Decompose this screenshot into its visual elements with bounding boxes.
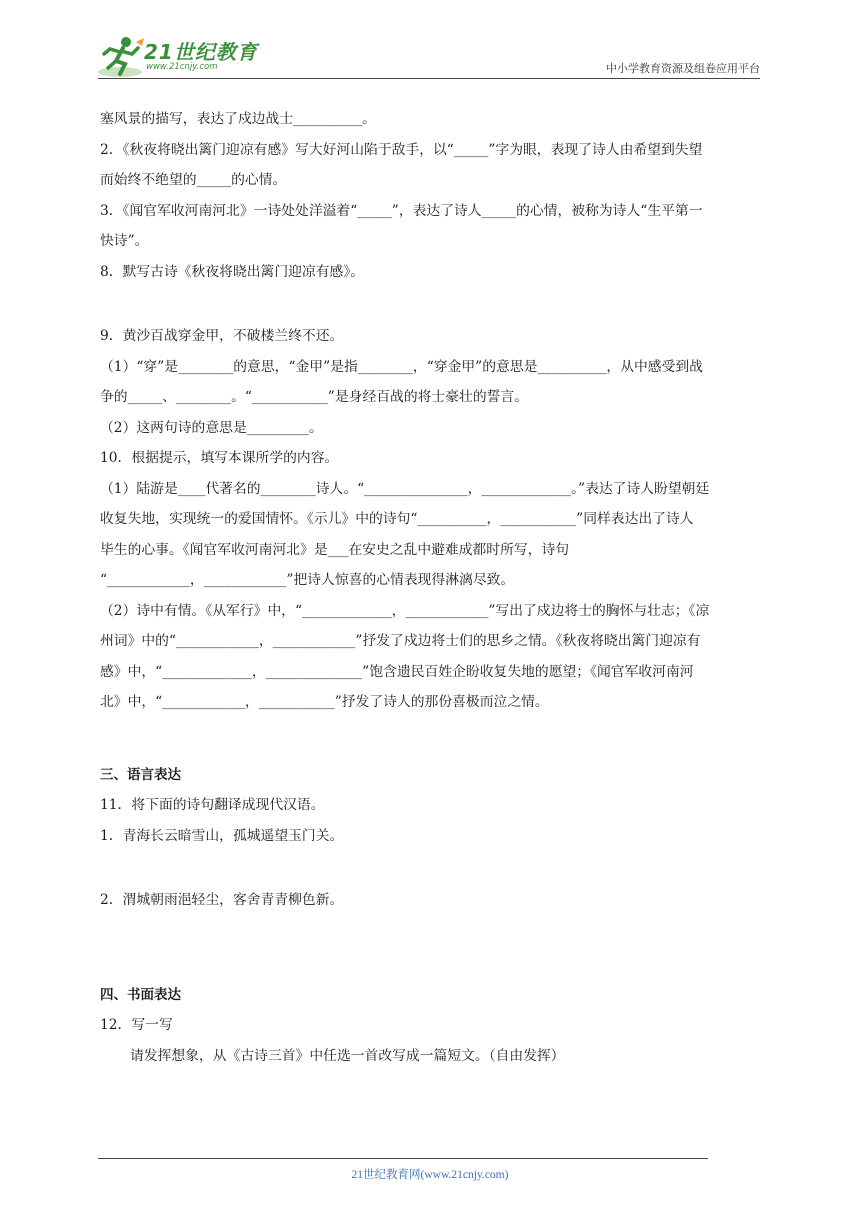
question-8: 8．默写古诗《秋夜将晓出篱门迎凉有感》。 xyxy=(100,263,365,280)
section-gap xyxy=(100,718,765,760)
logo xyxy=(96,34,266,80)
sub-question: （2）诗中有情。《从军行》中，“_____________，____________”写出了戍边将士的胸怀与壮志；《凉 xyxy=(100,602,710,619)
question-12: 12．写一写 xyxy=(100,1017,173,1033)
answer-space xyxy=(100,287,765,321)
logo-text: 21世纪教育 xyxy=(144,40,258,64)
question-10: 10．根据提示，填写本课所学的内容。 xyxy=(100,450,339,466)
platform-title: 中小学教育资源及组卷应用平台 xyxy=(606,62,760,75)
sub-question: （1）“穿”是________的意思，“金甲”是指________，“穿金甲”的意思是__________，从中感受到战 xyxy=(100,358,703,375)
text-line: 争的_____、________。“___________”是身经百战的将士豪壮的誓言。 xyxy=(100,389,529,405)
text-line: 州词》中的“____________，____________”抒发了戍边将士们的思乡之情。《秋夜将晓出篱门迎凉有 xyxy=(100,633,701,649)
question-3: 3．《闻官军收河南河北》一诗处处洋溢着“_____”，表达了诗人_____的心情，被称为诗人“生平第一 xyxy=(100,202,703,219)
text-line: 收复失地，实现统一的爱国情怀。《示儿》中的诗句“__________，___________”同样表达出了诗人 xyxy=(100,511,694,527)
header-divider xyxy=(98,78,760,79)
page-header xyxy=(0,0,860,82)
question-2: 2．《秋夜将晓出篱门迎凉有感》写大好河山陷于敌手，以“_____”字为眼，表现了诗人由希望到失望 xyxy=(100,141,703,158)
section-heading: 四、书面表达 xyxy=(100,986,181,1003)
section-heading: 三、语言表达 xyxy=(100,766,181,783)
text-line: 而始终不绝望的_____的心情。 xyxy=(100,172,287,188)
sub-question: 1．青海长云暗雪山，孤城遥望玉门关。 xyxy=(100,827,344,844)
text-line: 感》中，“_____________，______________”饱含遗民百姓企盼收复失地的愿望；《闻官军收河南河 xyxy=(100,663,694,680)
text-line: 塞风景的描写，表达了戍边战士__________。 xyxy=(100,111,376,127)
answer-space xyxy=(100,916,765,980)
text-line: 毕生的心事。《闻官军收河南河北》是___在安史之乱中避难成都时所写，诗句 xyxy=(100,541,570,558)
prompt-text: 请发挥想象，从《古诗三首》中任选一首改写成一篇短文。（自由发挥） xyxy=(130,1047,565,1064)
answer-space xyxy=(100,851,765,885)
sub-question: （1）陆游是____代著名的________诗人。“_______________，_____________。”表达了诗人盼望朝廷 xyxy=(100,480,710,497)
runner-logo-icon xyxy=(96,34,146,80)
sub-question: （2）这两句诗的意思是_________。 xyxy=(100,419,323,436)
text-line: 北》中，“____________，___________”抒发了诗人的那份喜极而泣之情。 xyxy=(100,694,549,710)
question-11: 11．将下面的诗句翻译成现代汉语。 xyxy=(100,797,325,813)
sub-question: 2．渭城朝雨浥轻尘，客舍青青柳色新。 xyxy=(100,892,344,908)
logo-url: www.21cnjy.com xyxy=(146,62,218,72)
text-line: 快诗”。 xyxy=(100,233,149,249)
text-line: “____________，____________”把诗人惊喜的心情表现得淋漓尽致。 xyxy=(100,572,515,588)
footer-text: 21世纪教育网(www.21cnjy.com) xyxy=(351,1169,509,1181)
document-body xyxy=(100,104,765,1071)
question-9: 9．黄沙百战穿金甲，不破楼兰终不还。 xyxy=(100,328,344,344)
footer-divider xyxy=(98,1158,708,1159)
